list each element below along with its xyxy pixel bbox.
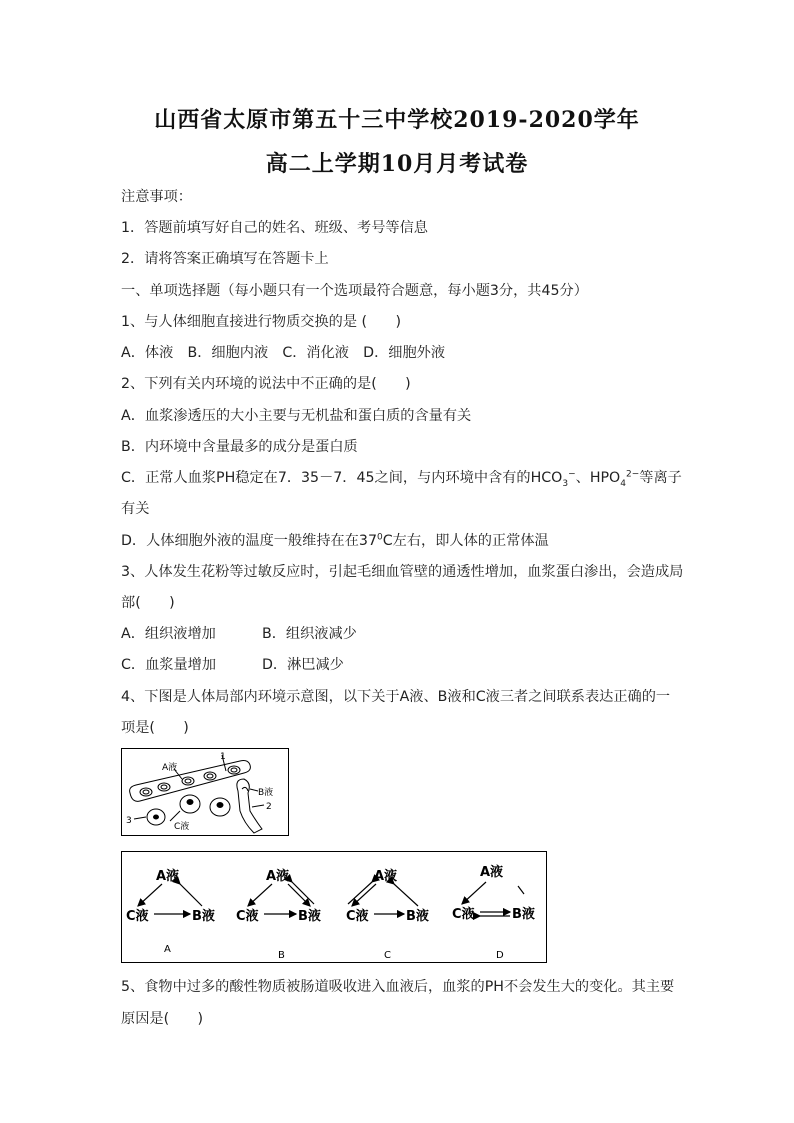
diagram-d bbox=[452, 864, 535, 961]
diagram-c-top: A液 bbox=[374, 869, 398, 884]
diagram-c-left: C液 bbox=[346, 909, 369, 924]
q5-stem-line2: 原因是( ) bbox=[121, 1011, 204, 1027]
diagram-d-right: B液 bbox=[512, 907, 535, 922]
q3-stem-line2: 部( ) bbox=[121, 595, 175, 611]
diagram-a-top: A液 bbox=[156, 869, 180, 884]
diagram-d-left: C液 bbox=[452, 907, 475, 922]
q2-option-d bbox=[121, 530, 549, 550]
diagram-a bbox=[126, 868, 215, 955]
q1-options: A．体液 B．细胞内液 C．消化液 D．细胞外液 bbox=[121, 345, 446, 361]
figure-label-3: 3 bbox=[126, 816, 132, 826]
figure-label-b: B液 bbox=[258, 788, 274, 798]
section-heading: 一、单项选择题（每小题只有一个选项最符合题意，每小题3分，共45分） bbox=[121, 283, 588, 299]
diagram-b bbox=[236, 868, 321, 961]
figure-label-2: 2 bbox=[266, 802, 272, 812]
internal-environment-figure bbox=[121, 748, 289, 836]
notes-item-1: 1．答题前填写好自己的姓名、班级、考号等信息 bbox=[121, 220, 428, 236]
q2-c-sub-2: 4 bbox=[620, 478, 626, 489]
diagram-b-top: A液 bbox=[266, 869, 290, 884]
q2-d-sup: 0 bbox=[376, 532, 383, 543]
q2-d-text-2: C左右，即人体的正常体温 bbox=[382, 533, 549, 549]
diagram-c-caption: C bbox=[384, 950, 391, 961]
q2-c-text-2: 、HPO bbox=[575, 470, 621, 486]
notes-heading: 注意事项： bbox=[121, 189, 192, 205]
q5-stem-line1: 5、食物中过多的酸性物质被肠道吸收进入血液后，血浆的PH不会发生大的变化。其主要 bbox=[121, 979, 675, 995]
q2-c-sup-1: − bbox=[568, 469, 576, 480]
q3-stem-line1: 3、人体发生花粉等过敏反应时，引起毛细血管壁的通透性增加，血浆蛋白渗出，会造成局 bbox=[121, 564, 684, 580]
figure-label-a: A液 bbox=[162, 763, 178, 773]
diagram-a-caption: A bbox=[164, 944, 171, 955]
q2-c-sup-2: 2− bbox=[625, 469, 640, 480]
q2-option-a: A．血浆渗透压的大小主要与无机盐和蛋白质的含量有关 bbox=[121, 408, 472, 424]
internal-environment-drawing bbox=[122, 749, 288, 835]
exam-title-line2: 高二上学期10月月考试卷 bbox=[265, 151, 529, 177]
diagram-a-left: C液 bbox=[126, 909, 149, 924]
q3-option-c: C．血浆量增加 bbox=[121, 657, 217, 673]
q4-stem-line1: 4、下图是人体局部内环境示意图，以下关于A液、B液和C液三者之间联系表达正确的一 bbox=[121, 689, 671, 705]
q2-option-b: B．内环境中含量最多的成分是蛋白质 bbox=[121, 439, 358, 455]
q3-option-d: D．淋巴减少 bbox=[262, 657, 344, 673]
q2-option-c-line2: 有关 bbox=[121, 501, 150, 517]
q2-option-c-line1 bbox=[121, 467, 682, 489]
q2-c-sub-1: 3 bbox=[562, 478, 569, 489]
q2-c-text-3: 等离子 bbox=[639, 470, 682, 486]
q3-option-a: A．组织液增加 bbox=[121, 626, 216, 642]
q3-option-b: B．组织液减少 bbox=[262, 626, 357, 642]
diagram-d-top: A液 bbox=[480, 865, 504, 880]
options-diagram-figure bbox=[121, 851, 547, 963]
diagram-c-right: B液 bbox=[406, 909, 429, 924]
q4-stem-line2: 项是( ) bbox=[121, 720, 189, 736]
figure-label-c: C液 bbox=[174, 822, 190, 832]
diagram-c bbox=[346, 868, 429, 961]
diagram-d-caption: D bbox=[496, 950, 504, 961]
figure-label-1: 1 bbox=[220, 752, 226, 762]
options-diagram-drawing bbox=[122, 852, 546, 962]
exam-title-line1: 山西省太原市第五十三中学校2019-2020学年 bbox=[154, 107, 640, 133]
diagram-a-right: B液 bbox=[192, 909, 215, 924]
notes-item-2: 2．请将答案正确填写在答题卡上 bbox=[121, 251, 329, 267]
q2-stem: 2、下列有关内环境的说法中不正确的是( ) bbox=[121, 376, 411, 392]
diagram-b-right: B液 bbox=[298, 909, 321, 924]
diagram-b-left: C液 bbox=[236, 909, 259, 924]
q2-c-text-1: C．正常人血浆PH稳定在7．35－7．45之间，与内环境中含有的HCO bbox=[121, 470, 563, 486]
diagram-b-caption: B bbox=[278, 950, 285, 961]
q2-d-text-1: D．人体细胞外液的温度一般维持在在37 bbox=[121, 533, 377, 549]
q1-stem: 1、与人体细胞直接进行物质交换的是 ( ) bbox=[121, 314, 401, 330]
